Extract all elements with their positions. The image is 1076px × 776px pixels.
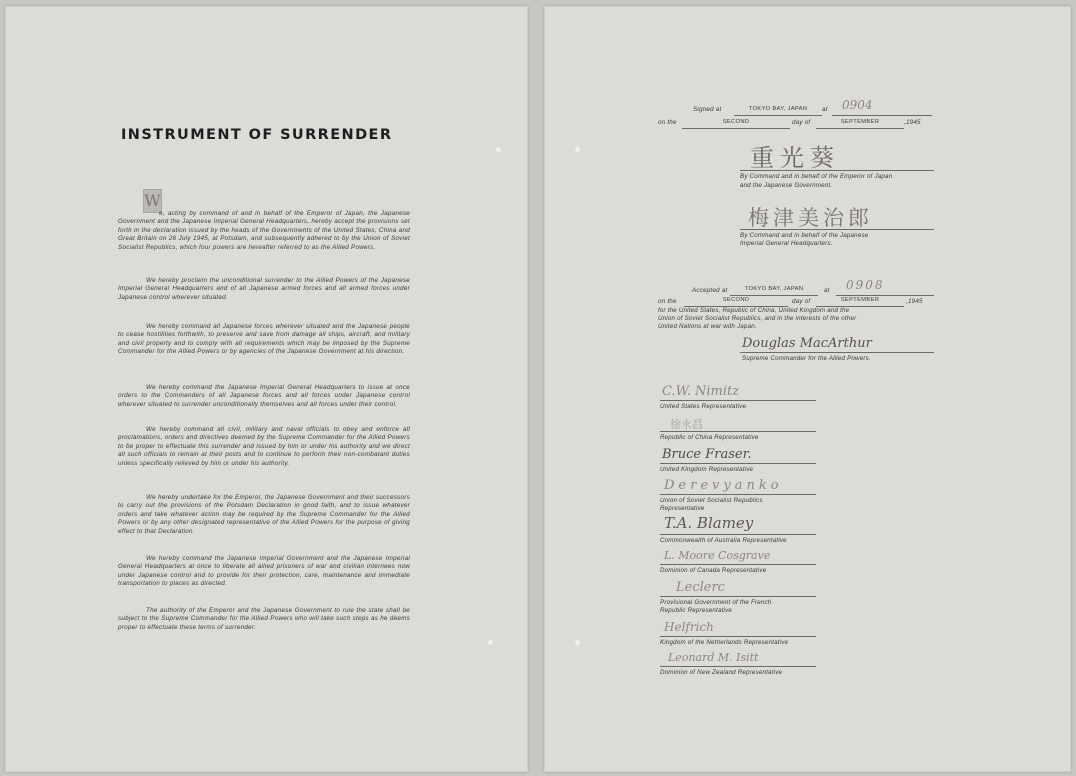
signature-line — [660, 596, 816, 597]
umezu-signature: 梅津美治郎 — [748, 206, 873, 230]
china-rep-caption: Republic of China Representative — [660, 434, 759, 441]
surrender-paragraph-3: We hereby command all Japanese forces wherever situated and the Japanese people to cease hostilities forthwith, to preserve and save from damage all ships, aircraft, and military and civil property and to comply with all requirements which may be imposed by the Supreme Commander for the Allied Powers or by agencies of the Japanese Government at his direction. — [118, 323, 410, 356]
japan-hq-caption-1: By Command and in behalf of the Japanese — [740, 232, 869, 239]
new-zealand-rep-caption: Dominion of New Zealand Representative — [660, 669, 783, 676]
accepted-time-handwritten: 0908 — [846, 278, 885, 292]
japan-hq-caption-2: Imperial General Headquarters. — [740, 240, 833, 247]
underline — [730, 295, 818, 296]
us-rep-caption: United States Representative — [660, 403, 747, 410]
fraser-signature: Bruce Fraser. — [662, 447, 752, 462]
accepted-at-label: Accepted at — [692, 287, 728, 294]
underline — [832, 115, 932, 116]
signed-time-handwritten: 0904 — [842, 98, 873, 112]
signature-line — [660, 400, 816, 401]
on-the-label: on the — [658, 119, 677, 126]
signature-line — [740, 229, 934, 230]
surrender-paragraph-5: We hereby command all civil, military and naval officials to obey and enforce all proclamations, orders and directives deemed by the Supreme Commander for the Allied Powers to be proper to effectuate this surrender and issued by him or under his authority and we direct all such officials to remain at their posts and to continue to perform their non-combatant duties unless specifically relieved by him or under his authority. — [118, 426, 410, 467]
on-the-label: on the — [658, 298, 677, 305]
surrender-paragraph-2: We hereby proclaim the unconditional surrender to the Allied Powers of the Japanese Imperial General Headquarters and of all Japanese armed forces and all armed forces under Japanese control wherever situated. — [118, 277, 410, 301]
underline — [816, 128, 904, 129]
dropcap-letter: W — [144, 191, 161, 210]
underline — [836, 295, 934, 296]
japan-gov-caption-1: By Command and in behalf of the Emperor of Japan — [740, 173, 893, 180]
surrender-paragraph-6: We hereby undertake for the Emperor, the Japanese Government and their successors to carry out the provisions of the Potsdam Declaration in good faith, and to issue whatever orders and take whatever action may be required by the Supreme Commander for the Allied Powers or by any other designated representative of the Allied Powers for the purpose of giving effect to that Declaration. — [118, 494, 410, 535]
canada-rep-caption: Dominion of Canada Representative — [660, 567, 767, 574]
document-title: INSTRUMENT OF SURRENDER — [121, 127, 393, 143]
binding-hole — [496, 147, 501, 152]
underline — [682, 128, 790, 129]
binding-hole — [575, 640, 580, 645]
supreme-commander-caption: Supreme Commander for the Allied Powers. — [742, 355, 871, 362]
surrender-paragraph-4: We hereby command the Japanese Imperial General Headquarters to issue at once orders to the Commanders of all Japanese forces and all forces under Japanese control wherever situated to surrender unconditionally themselves and all forces under their control. — [118, 384, 410, 408]
isitt-signature: Leonard M. Isitt — [668, 651, 759, 664]
underline — [734, 115, 822, 116]
signature-line — [740, 170, 934, 171]
cosgrave-signature: L. Moore Cosgrave — [664, 549, 771, 562]
surrender-paragraph-8: The authority of the Emperor and the Japanese Government to rule the state shall be subject to the Supreme Commander for the Allied Powers who will take such steps as he deems proper to effectuate these terms of surrender. — [118, 607, 410, 631]
signed-month: SEPTEMBER — [840, 119, 880, 125]
signed-at-label: Signed at — [693, 106, 722, 113]
at-label: at — [822, 106, 828, 113]
macarthur-signature: Douglas MacArthur — [742, 336, 872, 351]
signature-line — [740, 352, 934, 353]
accepted-body-3: United Nations at war with Japan. — [658, 323, 757, 330]
signature-line — [660, 463, 816, 464]
soviet-rep-signature: Derevyanko — [664, 478, 783, 493]
at-label: at — [824, 287, 830, 294]
day-of-label: day of — [792, 298, 811, 305]
signed-place: TOKYO BAY, JAPAN — [748, 106, 808, 112]
signature-line — [660, 564, 816, 565]
blamey-signature: T.A. Blamey — [664, 514, 754, 532]
signature-line — [660, 494, 816, 495]
signature-line — [660, 534, 816, 535]
leclerc-signature: Leclerc — [676, 580, 725, 595]
day-of-label: day of — [792, 119, 811, 126]
binding-hole — [488, 640, 493, 645]
shigemitsu-signature: 重光葵 — [750, 144, 840, 172]
china-rep-signature: 徐永昌 — [670, 418, 703, 431]
accepted-year: ,1945 — [906, 298, 923, 305]
signature-line — [660, 431, 816, 432]
left-page — [5, 6, 528, 772]
helfrich-signature: Helfrich — [664, 620, 714, 634]
surrender-paragraph-7: We hereby command the Japanese Imperial Government and the Japanese Imperial General Headquarters at once to liberate all allied prisoners of war and civilian internees now under Japanese control and to provide for their protection, care, maintenance and immediate transportation to places as directed. — [118, 555, 410, 588]
signature-line — [660, 636, 816, 637]
accepted-body-1: for the United States, Republic of China, United Kingdom and the — [658, 307, 850, 314]
netherlands-rep-caption: Kingdom of the Netherlands Representative — [660, 639, 789, 646]
accepted-day: SECOND — [722, 297, 750, 303]
japan-gov-caption-2: and the Japanese Government. — [740, 182, 833, 189]
signed-year: ,1945 — [904, 119, 921, 126]
accepted-body-2: Union of Soviet Socialist Republics, and in the interests of the other — [658, 315, 857, 322]
accepted-month: SEPTEMBER — [840, 297, 880, 303]
right-page — [544, 6, 1071, 772]
nimitz-signature: C.W. Nimitz — [662, 384, 740, 399]
france-rep-caption-2: Republic Representative — [660, 607, 733, 614]
australia-rep-caption: Commonwealth of Australia Representative — [660, 537, 787, 544]
uk-rep-caption: United Kingdom Representative — [660, 466, 754, 473]
surrender-paragraph-1: e, acting by command of and in behalf of the Emperor of Japan, the Japanese Government and the Japanese Imperial General Headquarters, hereby accept the provisions set forth in the declaration issued by the heads of the Governments of the United States, China and Great Britain on 26 July 1945, at Potsdam, and subsequently adhered to by the Union of Soviet Socialist Republics, which four powers are hereafter referred to as the Allied Powers. — [118, 210, 410, 251]
binding-hole — [575, 147, 580, 152]
signed-day: SECOND — [722, 119, 750, 125]
soviet-rep-caption-2: Representative — [660, 505, 705, 512]
accepted-place: TOKYO BAY, JAPAN — [744, 286, 804, 292]
france-rep-caption-1: Provisional Government of the French — [660, 599, 772, 606]
soviet-rep-caption-1: Union of Soviet Socialist Republics — [660, 497, 763, 504]
signature-line — [660, 666, 816, 667]
